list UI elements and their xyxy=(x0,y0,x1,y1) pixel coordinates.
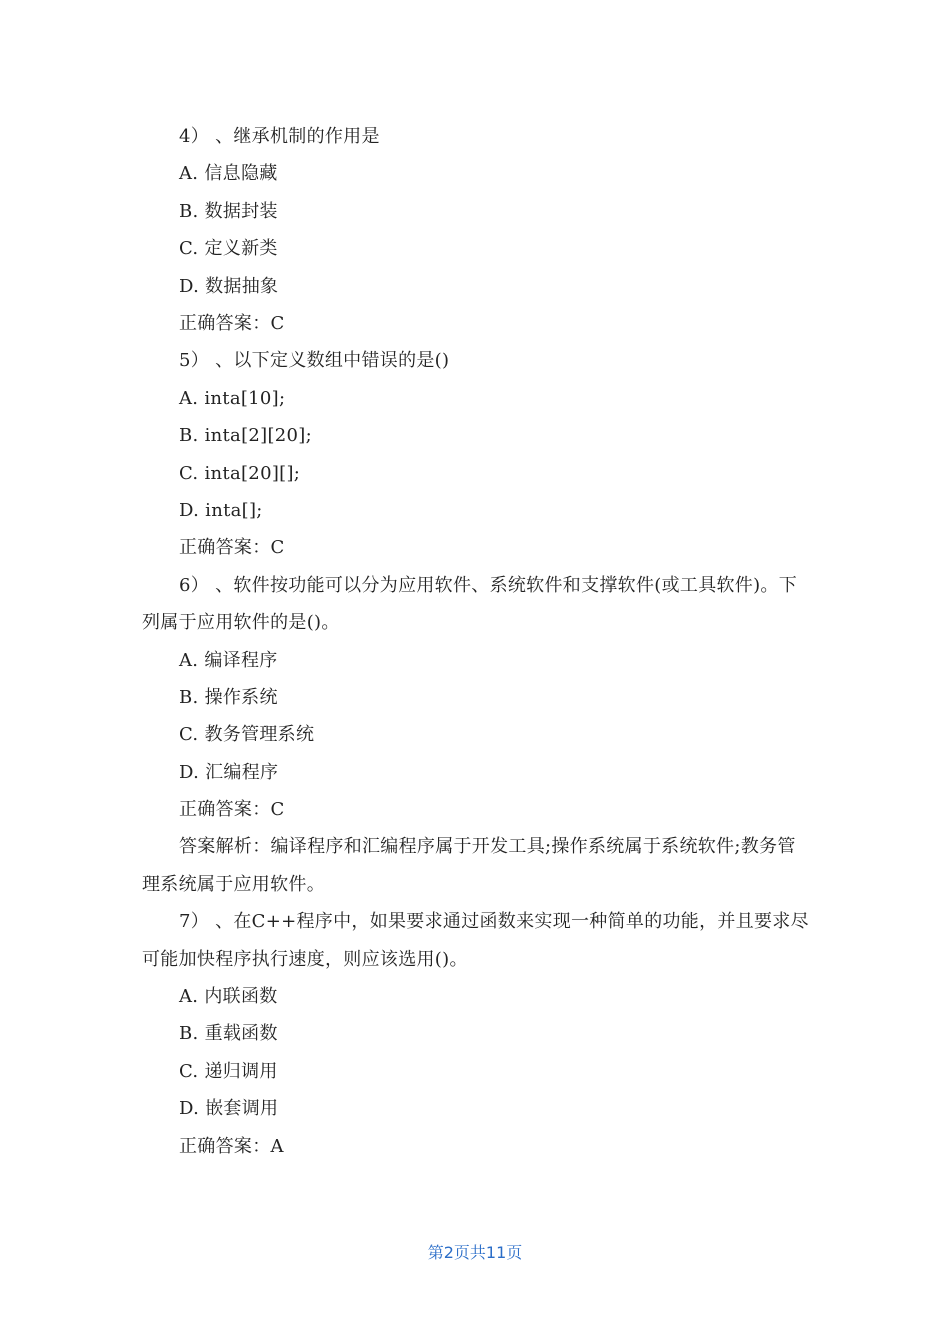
option-b: B. 重载函数 xyxy=(179,1023,278,1045)
question-stem: 4） 、继承机制的作用是 xyxy=(179,126,380,147)
option-b: B. inta[2][20]; xyxy=(179,425,312,447)
option-c: C. 递归调用 xyxy=(179,1060,278,1082)
option-a: A. inta[10]; xyxy=(179,387,286,409)
option-d: D. 汇编程序 xyxy=(179,761,279,783)
option-b: B. 操作系统 xyxy=(179,686,278,708)
option-a: A. 内联函数 xyxy=(179,986,278,1008)
question-stem: 7） 、在C++程序中，如果要求通过函数来实现一种简单的功能，并且要求尽可能加快程序执行速度，则应该选用()。 xyxy=(142,911,809,970)
answer-explanation: 答案解析：编译程序和汇编程序属于开发工具;操作系统属于系统软件;教务管理系统属于应用软件。 xyxy=(142,836,796,895)
option-d: D. 嵌套调用 xyxy=(179,1098,279,1120)
correct-answer: 正确答案：C xyxy=(179,537,285,559)
question-list xyxy=(142,118,812,1165)
option-a: A. 编译程序 xyxy=(179,649,278,671)
correct-answer: 正确答案：A xyxy=(179,1135,284,1157)
option-c: C. 定义新类 xyxy=(179,238,278,260)
option-d: D. 数据抽象 xyxy=(179,275,279,297)
option-b: B. 数据封装 xyxy=(179,200,278,222)
question-stem: 5） 、以下定义数组中错误的是() xyxy=(179,350,450,372)
option-c: C. inta[20][]; xyxy=(179,462,301,484)
option-d: D. inta[]; xyxy=(179,499,263,521)
question-stem: 6） 、软件按功能可以分为应用软件、系统软件和支撑软件(或工具软件)。下列属于应用软件的是()。 xyxy=(142,574,798,634)
correct-answer: 正确答案：C xyxy=(179,312,285,334)
page-number: 第2页共11页 xyxy=(427,1243,523,1262)
correct-answer: 正确答案：C xyxy=(179,799,285,821)
option-a: A. 信息隐藏 xyxy=(179,163,278,185)
option-c: C. 教务管理系统 xyxy=(179,724,315,746)
